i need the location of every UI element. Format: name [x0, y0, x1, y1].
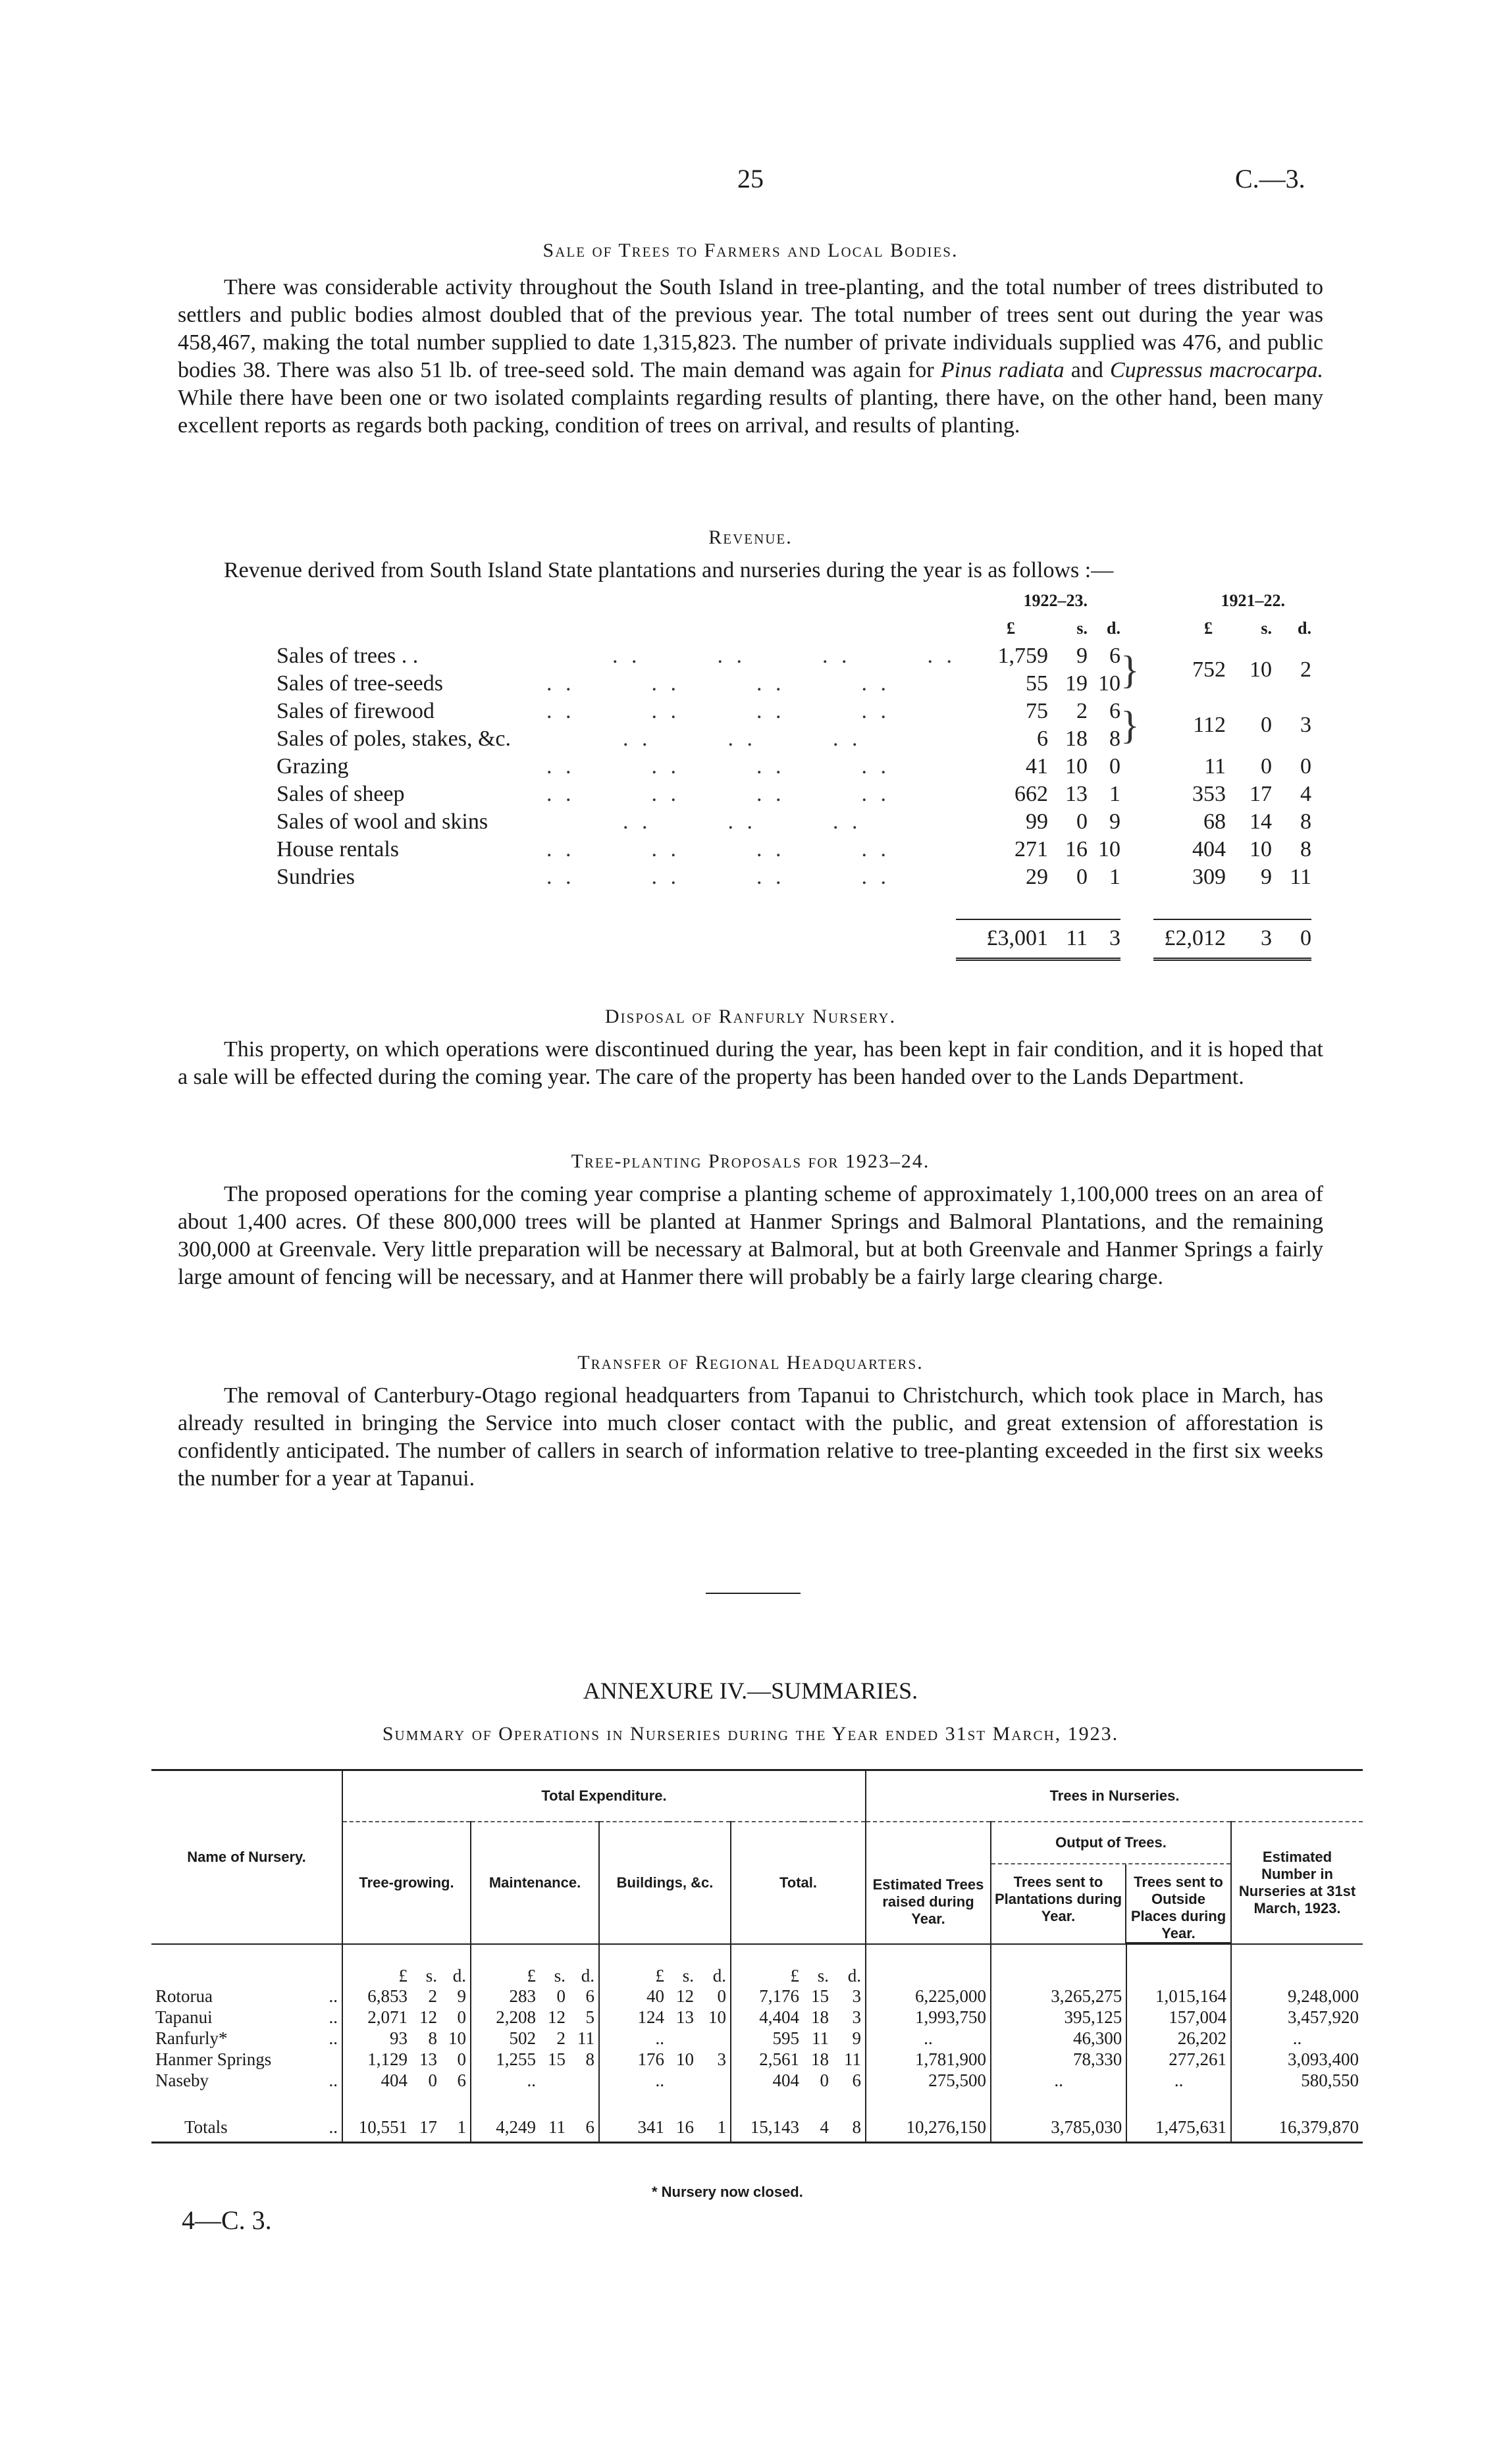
cell: 16,379,870 — [1231, 2114, 1363, 2143]
prior-shillings: 10 — [1250, 837, 1272, 861]
revenue-row — [276, 836, 1311, 863]
lsd-pound: £ — [599, 1944, 668, 1986]
cell: 283 — [471, 1986, 540, 2007]
revenue-label: Sales of sheep — [276, 782, 405, 806]
lsd-d-a: d. — [1107, 619, 1120, 638]
cell: 1,475,631 — [1126, 2114, 1231, 2143]
prior-pounds: 353 — [1192, 782, 1226, 806]
nursery-name: Rotorua — [155, 1986, 213, 2006]
doc-reference: C.—3. — [1235, 164, 1305, 193]
lsd-s: s. — [554, 1965, 566, 1986]
cell: 404 — [342, 2070, 411, 2092]
prior-shillings: 14 — [1250, 809, 1272, 834]
total-b-shillings: 3 — [1226, 919, 1272, 959]
value-pounds: 662 — [1014, 782, 1048, 806]
cell — [698, 2070, 731, 2092]
lsd-pound: £ — [731, 1944, 803, 1986]
cell: 93 — [342, 2028, 411, 2049]
cell — [540, 2070, 569, 2092]
leader-dots: .. — [329, 2028, 338, 2048]
sale-heading: Sale of Trees to Farmers and Local Bodies. — [542, 240, 959, 261]
leader-dots: .. — [329, 2007, 338, 2027]
value-pence: 0 — [1109, 754, 1120, 779]
revenue-heading: Revenue. — [708, 526, 793, 548]
cell: 2,071 — [342, 2007, 411, 2028]
cell: 10 — [448, 2028, 466, 2048]
cell — [668, 2070, 698, 2092]
cell: 6 — [585, 1986, 594, 2006]
cell: 15 — [548, 2049, 566, 2069]
revenue-label: Sundries — [276, 865, 355, 889]
footnote: * Nursery now closed. — [652, 2184, 803, 2200]
table-row — [151, 2049, 1363, 2070]
cell: 3 — [852, 1986, 861, 2006]
nursery-name: Ranfurly* — [155, 2028, 228, 2048]
leader-dots: . . . . . . — [546, 727, 862, 751]
revenue-total-row — [276, 919, 1311, 959]
cell: 8 — [428, 2028, 437, 2048]
cell — [668, 2028, 698, 2049]
cell: .. — [1231, 2028, 1363, 2049]
revenue-label: Sales of poles, stakes, &c. — [276, 727, 511, 751]
col-tree-growing: Tree-growing. — [342, 1822, 471, 1944]
cell: 9 — [457, 1986, 466, 2006]
lsd-s-a: s. — [1076, 619, 1088, 638]
leader-dots: .. — [329, 2070, 338, 2090]
brace: } — [1120, 648, 1140, 692]
leader-dots: . . . . . . . . — [546, 865, 890, 889]
prior-pence: 4 — [1300, 782, 1311, 806]
col-name-of-nursery: Name of Nursery. — [187, 1848, 306, 1865]
cell: 10,551 — [342, 2114, 411, 2143]
lsd-pound: £ — [471, 1944, 540, 1986]
cell: 13 — [676, 2007, 694, 2027]
cell: 78,330 — [991, 2049, 1126, 2070]
bracket-pence: 2 — [1300, 657, 1311, 682]
nursery-name: Tapanui — [155, 2007, 213, 2027]
cell: 341 — [599, 2114, 668, 2143]
value-shillings: 16 — [1065, 837, 1088, 861]
prior-pounds: 404 — [1192, 837, 1226, 861]
cell: 6 — [585, 2117, 594, 2138]
cell: 11 — [812, 2028, 829, 2048]
cell: 12 — [676, 1986, 694, 2006]
leader-dots: . . . . . . . . — [546, 699, 890, 723]
ranfurly-heading: Disposal of Ranfurly Nursery. — [604, 1006, 897, 1027]
cell: 17 — [419, 2117, 437, 2138]
revenue-label: Grazing — [276, 754, 349, 779]
sale-text-1: There was considerable activity throughout the South Island in tree-planting, and the total number of trees distributed to settlers and public bodies almost doubled that of the previous year. The total number of trees sent out during the year was 458,467, making the total number supplied to date 1,315,823. The number of private individuals supplied was 476, and public bodies 38. There was also 51 lb. of tree-seed sold. The main demand was again for — [178, 275, 1323, 382]
leader-dots: . . . . . . . . — [546, 782, 890, 806]
lsd-pound-b: £ — [1204, 619, 1213, 638]
cell: 3 — [717, 2049, 726, 2069]
table-row — [151, 2070, 1363, 2092]
prior-pence: 8 — [1300, 837, 1311, 861]
cell: 15 — [811, 1986, 829, 2006]
cell: 9 — [852, 2028, 861, 2048]
cell: 46,300 — [991, 2028, 1126, 2049]
transfer-heading: Transfer of Regional Headquarters. — [577, 1352, 924, 1373]
lsd-pound-a: £ — [1007, 619, 1015, 638]
page-number: 25 — [737, 164, 764, 193]
cell: 11 — [577, 2028, 594, 2048]
value-pounds: 41 — [1026, 754, 1048, 779]
leader-dots: . . . . . . . . — [546, 671, 890, 696]
sale-paragraph — [178, 274, 1323, 440]
bracket-pounds: 112 — [1193, 713, 1226, 737]
cell: 2,561 — [731, 2049, 803, 2070]
prior-shillings: 9 — [1261, 865, 1272, 889]
cell: 12 — [419, 2007, 437, 2027]
lsd-d-b: d. — [1298, 619, 1311, 638]
value-pence: 1 — [1109, 865, 1120, 889]
value-pounds: 75 — [1026, 699, 1048, 723]
cell: 0 — [820, 2070, 829, 2090]
cell: 1,129 — [342, 2049, 411, 2070]
cell: 4,404 — [731, 2007, 803, 2028]
cell: .. — [599, 2028, 668, 2049]
cell: 275,500 — [866, 2070, 991, 2092]
revenue-row — [276, 642, 1311, 670]
cell: 1,015,164 — [1126, 1986, 1231, 2007]
page-signature: 4—C. 3. — [182, 2205, 272, 2235]
ranfurly-paragraph: This property, on which operations were discontinued during the year, has been kept in fair condition, and it is hoped that a sale will be effected during the coming year. The care of the property has been handed over to the Lands Department. — [178, 1037, 1323, 1089]
cell: 1,255 — [471, 2049, 540, 2070]
lsd-s: s. — [425, 1965, 437, 1986]
cell: 3 — [852, 2007, 861, 2027]
leader-dots: . . . . . . — [546, 809, 862, 834]
cell: 3,785,030 — [991, 2114, 1126, 2143]
cell: 6,225,000 — [866, 1986, 991, 2007]
prior-pence: 8 — [1300, 809, 1311, 834]
output-group-cell — [991, 1822, 1231, 1944]
cell: 1 — [457, 2117, 466, 2138]
lsd-d: d. — [581, 1965, 594, 1986]
year-a-header: 1922–23. — [1023, 591, 1088, 610]
revenue-label: House rentals — [276, 837, 400, 861]
cell: .. — [991, 2070, 1126, 2092]
total-a-pounds: £3,001 — [956, 919, 1048, 959]
value-shillings: 13 — [1065, 782, 1088, 806]
cell: 10,276,150 — [866, 2114, 991, 2143]
cell: 157,004 — [1126, 2007, 1231, 2028]
prior-pence: 0 — [1300, 754, 1311, 779]
total-b-pounds: £2,012 — [1153, 919, 1226, 959]
value-shillings: 2 — [1076, 699, 1088, 723]
cell: 277,261 — [1126, 2049, 1231, 2070]
cell: 12 — [548, 2007, 566, 2027]
cell: 3,457,920 — [1231, 2007, 1363, 2028]
cell: 595 — [731, 2028, 803, 2049]
leader-dots: .. — [329, 1986, 338, 2006]
value-shillings: 19 — [1065, 671, 1088, 696]
total-a-pence: 3 — [1088, 919, 1120, 959]
cell: 580,550 — [1231, 2070, 1363, 2092]
lsd-d: d. — [452, 1965, 466, 1986]
cell: 3,265,275 — [991, 1986, 1126, 2007]
cell: 11 — [844, 2049, 861, 2069]
leader-dots: . . . . . . . . — [612, 644, 956, 668]
value-pence: 6 — [1109, 644, 1120, 668]
value-pence: 6 — [1109, 699, 1120, 723]
value-shillings: 0 — [1076, 809, 1088, 834]
table-row — [151, 1986, 1363, 2007]
section-divider — [706, 1593, 801, 1594]
revenue-row — [276, 753, 1311, 781]
cell: 11 — [548, 2117, 566, 2138]
nursery-name: Naseby — [155, 2070, 209, 2090]
cell — [698, 2028, 731, 2049]
revenue-label: Sales of firewood — [276, 699, 434, 723]
cell: 1 — [717, 2117, 726, 2138]
value-pounds: 1,759 — [997, 644, 1048, 668]
value-pence: 8 — [1109, 727, 1120, 751]
cell: 4 — [820, 2117, 829, 2138]
cell: .. — [1126, 2070, 1231, 2092]
prior-shillings: 0 — [1261, 754, 1272, 779]
cell: 2,208 — [471, 2007, 540, 2028]
value-shillings: 9 — [1076, 644, 1088, 668]
nursery-name: Hanmer Springs — [155, 2049, 272, 2069]
cell: 1,993,750 — [866, 2007, 991, 2028]
value-pounds: 99 — [1026, 809, 1048, 834]
bracket-shillings: 10 — [1250, 657, 1272, 682]
sale-text-and: and — [1064, 358, 1110, 382]
value-shillings: 18 — [1065, 727, 1088, 751]
revenue-row — [276, 698, 1311, 725]
sale-text-2: While there have been one or two isolated complaints regarding results of planting, there have, on the other hand, been many excellent reports as regards both packing, condition of trees on arrival, and results of planting. — [178, 386, 1323, 438]
cell: 0 — [556, 1986, 566, 2006]
revenue-row — [276, 863, 1311, 891]
year-b-header: 1921–22. — [1221, 591, 1285, 610]
cell: 395,125 — [991, 2007, 1126, 2028]
proposals-heading: Tree-planting Proposals for 1923–24. — [571, 1150, 930, 1172]
lsd-s-b: s. — [1261, 619, 1272, 638]
cell: 40 — [599, 1986, 668, 2007]
cell: 176 — [599, 2049, 668, 2070]
col-maintenance: Maintenance. — [471, 1822, 599, 1944]
leader-dots: . . . . . . . . — [546, 754, 890, 779]
lsd-s: s. — [682, 1965, 694, 1986]
transfer-paragraph: The removal of Canterbury-Otago regional headquarters from Tapanui to Christchurch, which took place in March, has already resulted in bringing the Service into much closer contact with the public, and great extension of afforestation is confidently anticipated. The number of callers in search of information relative to tree-planting exceeded in the first six weeks the number for a year at Tapanui. — [178, 1383, 1323, 1491]
col-sent-outside: Trees sent to Outside Places during Year. — [1125, 1864, 1230, 1943]
bracket-shillings: 0 — [1261, 713, 1272, 737]
total-b-pence: 0 — [1272, 919, 1311, 959]
annexure-subtitle: Summary of Operations in Nurseries during the Year ended 31st March, 1923. — [382, 1723, 1119, 1745]
value-pence: 10 — [1098, 837, 1120, 861]
table-row — [151, 2028, 1363, 2049]
prior-pounds: 11 — [1204, 754, 1226, 779]
cell: 0 — [428, 2070, 437, 2090]
cell: 9,248,000 — [1231, 1986, 1363, 2007]
prior-pounds: 68 — [1203, 809, 1226, 834]
prior-pence: 11 — [1290, 865, 1311, 889]
revenue-table — [276, 587, 1311, 961]
cell: 13 — [419, 2049, 437, 2069]
value-pence: 9 — [1109, 809, 1120, 834]
cell: 10 — [708, 2007, 726, 2027]
revenue-label: Sales of trees . . — [276, 644, 419, 668]
lsd-d: d. — [847, 1965, 861, 1986]
value-shillings: 0 — [1076, 865, 1088, 889]
cell: 26,202 — [1126, 2028, 1231, 2049]
value-pounds: 271 — [1014, 837, 1048, 861]
summary-table — [151, 1769, 1363, 2143]
cell: 16 — [676, 2117, 694, 2138]
cell: 0 — [717, 1986, 726, 2006]
lsd-s: s. — [817, 1965, 829, 1986]
proposals-paragraph: The proposed operations for the coming year comprise a planting scheme of approximately 1,100,000 trees on an area of about 1,400 acres. Of these 800,000 trees will be planted at Hanmer Springs and Balmoral Plantations, and the remaining 300,000 at Greenvale. Very little preparation will be necessary at Balmoral, but at both Greenvale and Hanmer Springs a fairly large amount of fencing will be necessary, and at Hanmer there will probably be a fairly large clearing charge. — [178, 1182, 1323, 1289]
lsd-pound: £ — [342, 1944, 411, 1986]
revenue-label: Sales of tree-seeds — [276, 671, 444, 696]
cell: 3,093,400 — [1231, 2049, 1363, 2070]
cell: 10 — [676, 2049, 694, 2069]
cell: .. — [471, 2070, 540, 2092]
total-a-shillings: 11 — [1048, 919, 1088, 959]
cell: .. — [599, 2070, 668, 2092]
cell: 18 — [811, 2007, 829, 2027]
revenue-row — [276, 808, 1311, 836]
revenue-row — [276, 781, 1311, 808]
value-pence: 1 — [1109, 782, 1120, 806]
value-shillings: 10 — [1065, 754, 1088, 779]
revenue-intro: Revenue derived from South Island State plantations and nurseries during the year is as follows :— — [224, 558, 1114, 582]
leader-dots: .. — [329, 2117, 338, 2138]
cell: 1,781,900 — [866, 2049, 991, 2070]
group-output-of-trees: Output of Trees. — [991, 1822, 1230, 1864]
col-buildings: Buildings, &c. — [599, 1822, 731, 1944]
cell: 0 — [457, 2049, 466, 2069]
table-row — [151, 2007, 1363, 2028]
cell: 6,853 — [342, 1986, 411, 2007]
bracket-pounds: 752 — [1192, 657, 1226, 682]
cell: 124 — [599, 2007, 668, 2028]
value-pounds: 55 — [1026, 671, 1048, 696]
cell: 8 — [852, 2117, 861, 2138]
group-total-expenditure: Total Expenditure. — [342, 1770, 866, 1822]
leader-dots: . . . . . . . . — [546, 837, 890, 861]
cell: 6 — [852, 2070, 861, 2090]
cell: 18 — [811, 2049, 829, 2069]
species-pinus: Pinus radiata — [940, 358, 1065, 382]
cell: 15,143 — [731, 2114, 803, 2143]
col-est-raised: Estimated Trees raised during Year. — [866, 1822, 991, 1944]
cell: 502 — [471, 2028, 540, 2049]
cell: 2 — [556, 2028, 566, 2048]
prior-shillings: 17 — [1250, 782, 1272, 806]
cell: 404 — [731, 2070, 803, 2092]
cell: 4,249 — [471, 2114, 540, 2143]
cell: .. — [866, 2028, 991, 2049]
totals-label: Totals — [184, 2117, 228, 2138]
revenue-label: Sales of wool and skins — [276, 809, 488, 834]
bracket-pence: 3 — [1300, 713, 1311, 737]
cell — [569, 2070, 599, 2092]
prior-pounds: 309 — [1192, 865, 1226, 889]
cell: 0 — [457, 2007, 466, 2027]
value-pence: 10 — [1098, 671, 1120, 696]
cell: 8 — [585, 2049, 594, 2069]
cell: 7,176 — [731, 1986, 803, 2007]
brace: } — [1120, 703, 1140, 747]
cell: 2 — [428, 1986, 437, 2006]
species-cupressus: Cupressus macrocarpa. — [1110, 358, 1324, 382]
group-trees-in-nurseries: Trees in Nurseries. — [866, 1770, 1363, 1822]
totals-row — [151, 2114, 1363, 2143]
value-pounds: 29 — [1026, 865, 1048, 889]
cell: 5 — [585, 2007, 594, 2027]
annexure-title: ANNEXURE IV.—SUMMARIES. — [583, 1678, 918, 1704]
lsd-d: d. — [712, 1965, 726, 1986]
col-sent-plantations: Trees sent to Plantations during Year. — [994, 1873, 1122, 1924]
col-total: Total. — [731, 1822, 866, 1944]
cell: 6 — [457, 2070, 466, 2090]
value-pounds: 6 — [1037, 727, 1048, 751]
col-est-number: Estimated Number in Nurseries at 31st March, 1923. — [1231, 1822, 1363, 1944]
